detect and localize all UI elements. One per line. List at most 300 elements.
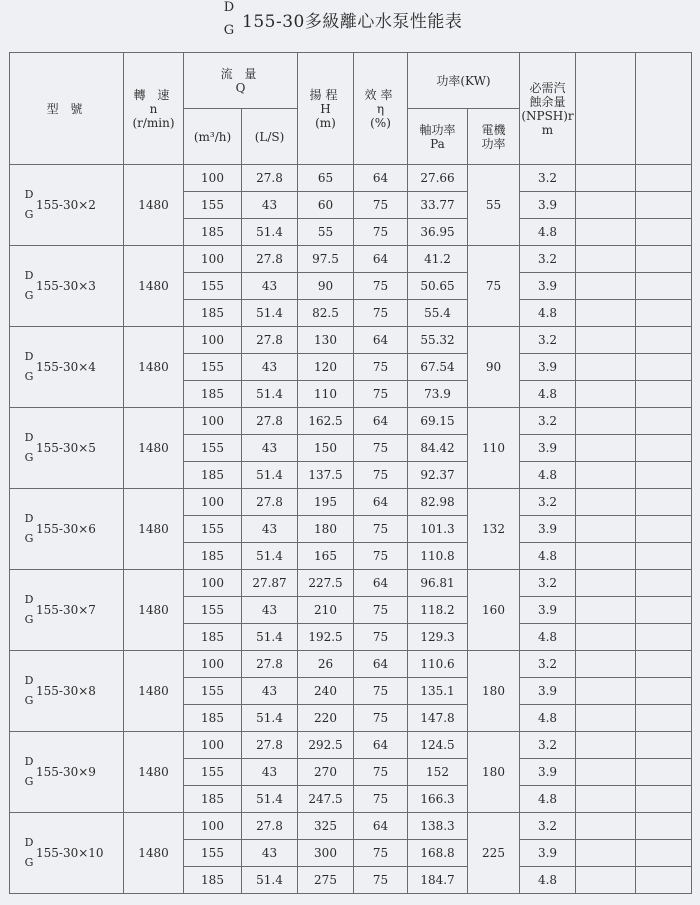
blank-cell [576, 246, 636, 273]
shaft-power-cell: 41.2 [408, 246, 468, 273]
header-eff-symbol: η [376, 101, 385, 116]
blank-cell [576, 759, 636, 786]
npsh-cell: 4.8 [520, 381, 576, 408]
model-prefix-bottom: G [24, 856, 34, 869]
efficiency-cell: 75 [354, 597, 408, 624]
title-text: 155-30多級離心水泵性能表 [242, 12, 463, 32]
motor-power-cell: 110 [468, 408, 520, 489]
blank-cell [576, 192, 636, 219]
header-efficiency [354, 53, 408, 165]
model-cell [10, 327, 124, 408]
document-title [222, 0, 622, 46]
shaft-power-cell: 50.65 [408, 273, 468, 300]
head-cell: 120 [298, 354, 354, 381]
blank-cell [576, 516, 636, 543]
shaft-power-cell: 184.7 [408, 867, 468, 894]
table-row [10, 165, 692, 192]
flow-m3h-cell: 155 [184, 840, 242, 867]
flow-ls-cell: 51.4 [242, 300, 298, 327]
flow-ls-cell: 27.8 [242, 165, 298, 192]
efficiency-cell: 75 [354, 840, 408, 867]
speed-cell: 1480 [124, 246, 184, 327]
shaft-power-cell: 55.4 [408, 300, 468, 327]
model-prefix-bottom: G [24, 370, 34, 383]
flow-m3h-cell: 100 [184, 165, 242, 192]
npsh-cell: 4.8 [520, 300, 576, 327]
blank-cell [636, 759, 692, 786]
head-cell: 227.5 [298, 570, 354, 597]
model-name: 155-30×9 [36, 765, 96, 779]
blank-cell [636, 786, 692, 813]
blank-cell [576, 354, 636, 381]
title-prefix-top: D [223, 0, 235, 15]
blank-cell [636, 435, 692, 462]
flow-ls-cell: 27.8 [242, 327, 298, 354]
efficiency-cell: 75 [354, 435, 408, 462]
head-cell: 220 [298, 705, 354, 732]
shaft-power-cell: 67.54 [408, 354, 468, 381]
npsh-cell: 3.9 [520, 354, 576, 381]
efficiency-cell: 75 [354, 705, 408, 732]
shaft-power-cell: 27.66 [408, 165, 468, 192]
speed-cell: 1480 [124, 570, 184, 651]
flow-ls-cell: 27.87 [242, 570, 298, 597]
flow-m3h-cell: 100 [184, 732, 242, 759]
npsh-cell: 3.9 [520, 516, 576, 543]
motor-power-cell: 75 [468, 246, 520, 327]
blank-cell [576, 462, 636, 489]
model-subscript-prefix [24, 837, 34, 869]
flow-m3h-cell: 185 [184, 219, 242, 246]
efficiency-cell: 64 [354, 813, 408, 840]
blank-cell [576, 651, 636, 678]
npsh-cell: 4.8 [520, 867, 576, 894]
header-speed-unit: (r/min) [132, 115, 175, 130]
head-cell: 180 [298, 516, 354, 543]
model-cell [10, 732, 124, 813]
efficiency-cell: 64 [354, 651, 408, 678]
efficiency-cell: 64 [354, 489, 408, 516]
table-row [10, 489, 692, 516]
head-cell: 292.5 [298, 732, 354, 759]
flow-ls-cell: 43 [242, 435, 298, 462]
npsh-cell: 3.2 [520, 327, 576, 354]
head-cell: 270 [298, 759, 354, 786]
efficiency-cell: 75 [354, 219, 408, 246]
model-cell [10, 813, 124, 894]
blank-cell [636, 408, 692, 435]
head-cell: 82.5 [298, 300, 354, 327]
model-subscript-prefix [24, 432, 34, 464]
head-cell: 55 [298, 219, 354, 246]
shaft-power-cell: 124.5 [408, 732, 468, 759]
head-cell: 192.5 [298, 624, 354, 651]
model-name: 155-30×2 [36, 198, 96, 212]
model-prefix-bottom: G [24, 451, 34, 464]
model-subscript-prefix [24, 594, 34, 626]
speed-cell: 1480 [124, 732, 184, 813]
model-cell [10, 408, 124, 489]
model-name: 155-30×6 [36, 522, 96, 536]
blank-cell [636, 516, 692, 543]
head-cell: 165 [298, 543, 354, 570]
flow-ls-cell: 51.4 [242, 705, 298, 732]
shaft-power-cell: 168.8 [408, 840, 468, 867]
head-cell: 97.5 [298, 246, 354, 273]
header-head-unit: (m) [315, 115, 336, 130]
efficiency-cell: 75 [354, 192, 408, 219]
efficiency-cell: 75 [354, 300, 408, 327]
pump-performance-table [9, 52, 692, 894]
shaft-power-cell: 96.81 [408, 570, 468, 597]
header-flow-label: 流 量 [220, 66, 261, 81]
model-name: 155-30×7 [36, 603, 96, 617]
title-prefix-bottom: G [223, 23, 235, 38]
shaft-power-cell: 118.2 [408, 597, 468, 624]
flow-ls-cell: 51.4 [242, 867, 298, 894]
header-row-1 [10, 53, 692, 109]
shaft-power-cell: 138.3 [408, 813, 468, 840]
flow-ls-cell: 51.4 [242, 381, 298, 408]
motor-power-cell: 90 [468, 327, 520, 408]
flow-ls-cell: 27.8 [242, 408, 298, 435]
flow-m3h-cell: 185 [184, 543, 242, 570]
npsh-cell: 3.9 [520, 840, 576, 867]
motor-power-cell: 180 [468, 651, 520, 732]
npsh-cell: 3.9 [520, 435, 576, 462]
flow-m3h-cell: 185 [184, 624, 242, 651]
flow-m3h-cell: 155 [184, 192, 242, 219]
flow-ls-cell: 43 [242, 840, 298, 867]
head-cell: 90 [298, 273, 354, 300]
blank-cell [636, 192, 692, 219]
shaft-power-cell: 110.6 [408, 651, 468, 678]
model-subscript-prefix [24, 189, 34, 221]
efficiency-cell: 64 [354, 408, 408, 435]
head-cell: 300 [298, 840, 354, 867]
blank-cell [636, 273, 692, 300]
blank-cell [636, 624, 692, 651]
flow-ls-cell: 43 [242, 516, 298, 543]
efficiency-cell: 75 [354, 543, 408, 570]
speed-cell: 1480 [124, 489, 184, 570]
npsh-cell: 3.2 [520, 165, 576, 192]
table-row [10, 732, 692, 759]
head-cell: 247.5 [298, 786, 354, 813]
flow-m3h-cell: 100 [184, 651, 242, 678]
efficiency-cell: 75 [354, 273, 408, 300]
header-head-symbol: H [320, 101, 331, 116]
head-cell: 240 [298, 678, 354, 705]
shaft-power-cell: 55.32 [408, 327, 468, 354]
npsh-cell: 4.8 [520, 624, 576, 651]
efficiency-cell: 75 [354, 678, 408, 705]
model-name: 155-30×10 [36, 846, 104, 860]
npsh-cell: 3.9 [520, 678, 576, 705]
blank-cell [636, 678, 692, 705]
npsh-cell: 3.2 [520, 246, 576, 273]
flow-ls-cell: 27.8 [242, 246, 298, 273]
blank-cell [636, 489, 692, 516]
model-prefix-top: D [24, 836, 34, 849]
blank-cell [636, 300, 692, 327]
npsh-cell: 4.8 [520, 786, 576, 813]
model-prefix-bottom: G [24, 532, 34, 545]
efficiency-cell: 64 [354, 327, 408, 354]
npsh-cell: 3.2 [520, 408, 576, 435]
flow-m3h-cell: 100 [184, 408, 242, 435]
flow-m3h-cell: 100 [184, 813, 242, 840]
flow-ls-cell: 43 [242, 597, 298, 624]
model-prefix-bottom: G [24, 613, 34, 626]
model-prefix-top: D [24, 593, 34, 606]
blank-cell [576, 489, 636, 516]
model-prefix-top: D [24, 755, 34, 768]
table-row [10, 570, 692, 597]
blank-cell [636, 381, 692, 408]
head-cell: 150 [298, 435, 354, 462]
motor-power-cell: 160 [468, 570, 520, 651]
speed-cell: 1480 [124, 165, 184, 246]
flow-m3h-cell: 155 [184, 273, 242, 300]
flow-ls-cell: 43 [242, 273, 298, 300]
speed-cell: 1480 [124, 813, 184, 894]
blank-cell [636, 543, 692, 570]
model-subscript-prefix [24, 270, 34, 302]
header-npsh-line3: (NPSH)r [521, 108, 574, 123]
speed-cell: 1480 [124, 408, 184, 489]
npsh-cell: 4.8 [520, 543, 576, 570]
speed-cell: 1480 [124, 327, 184, 408]
flow-ls-cell: 51.4 [242, 462, 298, 489]
flow-m3h-cell: 155 [184, 435, 242, 462]
motor-power-cell: 225 [468, 813, 520, 894]
model-prefix-bottom: G [24, 289, 34, 302]
npsh-cell: 3.9 [520, 759, 576, 786]
speed-cell: 1480 [124, 651, 184, 732]
npsh-cell: 4.8 [520, 219, 576, 246]
shaft-power-cell: 135.1 [408, 678, 468, 705]
header-motor-power-line1: 電機 [481, 122, 506, 137]
table-row [10, 408, 692, 435]
blank-cell [636, 813, 692, 840]
blank-cell [636, 705, 692, 732]
model-subscript-prefix [24, 351, 34, 383]
flow-m3h-cell: 185 [184, 381, 242, 408]
flow-m3h-cell: 155 [184, 354, 242, 381]
blank-cell [576, 381, 636, 408]
header-speed [124, 53, 184, 165]
head-cell: 137.5 [298, 462, 354, 489]
blank-cell [576, 327, 636, 354]
table-row [10, 327, 692, 354]
header-flow-unit-ls: (L/S) [242, 109, 298, 165]
flow-m3h-cell: 185 [184, 867, 242, 894]
model-prefix-top: D [24, 350, 34, 363]
model-cell [10, 165, 124, 246]
flow-ls-cell: 51.4 [242, 624, 298, 651]
head-cell: 110 [298, 381, 354, 408]
header-flow [184, 53, 298, 109]
blank-cell [576, 165, 636, 192]
shaft-power-cell: 84.42 [408, 435, 468, 462]
efficiency-cell: 64 [354, 246, 408, 273]
flow-ls-cell: 43 [242, 354, 298, 381]
blank-cell [576, 273, 636, 300]
model-cell [10, 651, 124, 732]
npsh-cell: 4.8 [520, 705, 576, 732]
blank-cell [576, 570, 636, 597]
npsh-cell: 3.2 [520, 732, 576, 759]
blank-cell [576, 705, 636, 732]
efficiency-cell: 75 [354, 381, 408, 408]
model-name: 155-30×5 [36, 441, 96, 455]
shaft-power-cell: 82.98 [408, 489, 468, 516]
npsh-cell: 3.9 [520, 192, 576, 219]
flow-ls-cell: 51.4 [242, 786, 298, 813]
header-head-label: 揚程 [309, 87, 342, 102]
header-motor-power [468, 109, 520, 165]
npsh-cell: 3.2 [520, 651, 576, 678]
npsh-cell: 3.9 [520, 273, 576, 300]
model-name: 155-30×4 [36, 360, 96, 374]
flow-m3h-cell: 100 [184, 246, 242, 273]
model-name: 155-30×8 [36, 684, 96, 698]
efficiency-cell: 64 [354, 570, 408, 597]
flow-ls-cell: 27.8 [242, 489, 298, 516]
flow-m3h-cell: 185 [184, 462, 242, 489]
flow-m3h-cell: 100 [184, 327, 242, 354]
blank-cell [636, 570, 692, 597]
model-prefix-top: D [24, 188, 34, 201]
head-cell: 195 [298, 489, 354, 516]
flow-ls-cell: 27.8 [242, 651, 298, 678]
head-cell: 325 [298, 813, 354, 840]
efficiency-cell: 75 [354, 462, 408, 489]
model-prefix-bottom: G [24, 208, 34, 221]
efficiency-cell: 75 [354, 624, 408, 651]
header-shaft-power-symbol: Pa [430, 136, 445, 151]
header-head [298, 53, 354, 165]
shaft-power-cell: 110.8 [408, 543, 468, 570]
efficiency-cell: 64 [354, 732, 408, 759]
blank-cell [576, 813, 636, 840]
flow-m3h-cell: 185 [184, 705, 242, 732]
efficiency-cell: 75 [354, 759, 408, 786]
blank-cell [576, 732, 636, 759]
model-prefix-top: D [24, 512, 34, 525]
shaft-power-cell: 33.77 [408, 192, 468, 219]
header-npsh-line2: 蝕余量 [529, 94, 566, 109]
model-subscript-prefix [24, 513, 34, 545]
blank-cell [636, 246, 692, 273]
head-cell: 130 [298, 327, 354, 354]
blank-cell [576, 597, 636, 624]
head-cell: 65 [298, 165, 354, 192]
header-motor-power-line2: 功率 [481, 136, 506, 151]
shaft-power-cell: 73.9 [408, 381, 468, 408]
flow-m3h-cell: 100 [184, 570, 242, 597]
blank-cell [576, 624, 636, 651]
blank-cell [636, 219, 692, 246]
blank-cell [636, 165, 692, 192]
efficiency-cell: 75 [354, 516, 408, 543]
model-prefix-top: D [24, 269, 34, 282]
blank-cell [576, 678, 636, 705]
model-subscript-prefix [24, 756, 34, 788]
header-npsh [520, 53, 576, 165]
head-cell: 26 [298, 651, 354, 678]
model-cell [10, 246, 124, 327]
shaft-power-cell: 69.15 [408, 408, 468, 435]
model-prefix-bottom: G [24, 694, 34, 707]
blank-cell [576, 408, 636, 435]
blank-cell [636, 867, 692, 894]
header-shaft-power-label: 軸功率 [419, 122, 456, 137]
model-name: 155-30×3 [36, 279, 96, 293]
blank-cell [636, 354, 692, 381]
header-speed-symbol: n [149, 101, 158, 116]
shaft-power-cell: 152 [408, 759, 468, 786]
blank-cell [576, 786, 636, 813]
header-flow-symbol: Q [235, 80, 246, 95]
flow-m3h-cell: 155 [184, 678, 242, 705]
model-prefix-top: D [24, 674, 34, 687]
flow-ls-cell: 43 [242, 192, 298, 219]
flow-ls-cell: 43 [242, 759, 298, 786]
blank-cell [636, 732, 692, 759]
model-prefix-bottom: G [24, 775, 34, 788]
head-cell: 162.5 [298, 408, 354, 435]
npsh-cell: 3.2 [520, 813, 576, 840]
shaft-power-cell: 147.8 [408, 705, 468, 732]
npsh-cell: 3.9 [520, 597, 576, 624]
head-cell: 275 [298, 867, 354, 894]
flow-ls-cell: 43 [242, 678, 298, 705]
shaft-power-cell: 166.3 [408, 786, 468, 813]
table-row [10, 651, 692, 678]
header-eff-unit: (%) [370, 115, 391, 130]
efficiency-cell: 75 [354, 354, 408, 381]
header-flow-unit-m3h: (m³/h) [184, 109, 242, 165]
blank-column-1-header [576, 53, 636, 165]
npsh-cell: 4.8 [520, 462, 576, 489]
flow-ls-cell: 27.8 [242, 813, 298, 840]
flow-m3h-cell: 155 [184, 597, 242, 624]
flow-ls-cell: 51.4 [242, 219, 298, 246]
head-cell: 60 [298, 192, 354, 219]
blank-cell [576, 300, 636, 327]
flow-m3h-cell: 185 [184, 786, 242, 813]
shaft-power-cell: 92.37 [408, 462, 468, 489]
model-subscript-prefix [24, 675, 34, 707]
motor-power-cell: 180 [468, 732, 520, 813]
header-power: 功率(KW) [408, 53, 520, 109]
table-row [10, 246, 692, 273]
flow-m3h-cell: 100 [184, 489, 242, 516]
flow-m3h-cell: 185 [184, 300, 242, 327]
blank-cell [576, 840, 636, 867]
header-eff-label: 效率 [364, 87, 397, 102]
head-cell: 210 [298, 597, 354, 624]
flow-ls-cell: 27.8 [242, 732, 298, 759]
model-cell [10, 570, 124, 651]
blank-cell [576, 867, 636, 894]
blank-cell [636, 327, 692, 354]
header-speed-label: 轉 速 [133, 87, 174, 102]
efficiency-cell: 75 [354, 786, 408, 813]
shaft-power-cell: 101.3 [408, 516, 468, 543]
